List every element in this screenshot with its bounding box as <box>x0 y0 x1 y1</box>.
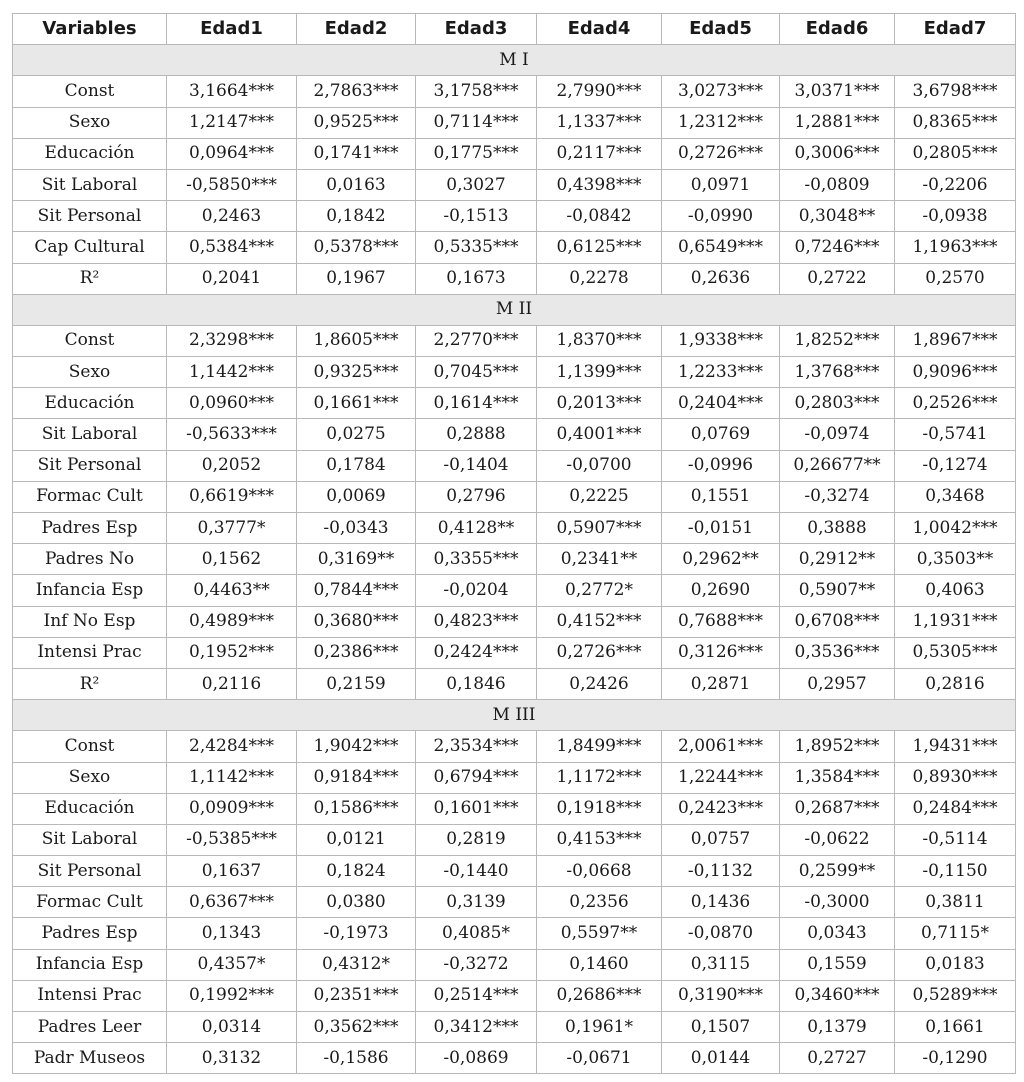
coefficient-cell: 0,3888 <box>780 513 895 544</box>
coefficient-cell: 0,3562*** <box>297 1012 416 1043</box>
coefficient-cell: 0,0964*** <box>167 138 297 169</box>
coefficient-cell: 1,2312*** <box>662 107 780 138</box>
coefficient-cell: 0,5384*** <box>167 232 297 263</box>
table-row <box>13 668 1016 699</box>
coefficient-cell: 0,1460 <box>537 949 662 980</box>
coefficient-cell: 0,4063 <box>895 575 1016 606</box>
table-row <box>13 856 1016 887</box>
coefficient-cell: 0,1967 <box>297 263 416 294</box>
coefficient-cell: -0,2206 <box>895 169 1016 200</box>
coefficient-cell: 0,26677** <box>780 450 895 481</box>
coefficient-cell: 0,2404*** <box>662 388 780 419</box>
variable-label: Sit Laboral <box>13 419 167 450</box>
coefficient-cell: 0,1775*** <box>416 138 537 169</box>
coefficient-cell: 0,4823*** <box>416 606 537 637</box>
coefficient-cell: 2,4284*** <box>167 731 297 762</box>
coefficient-cell: 0,8365*** <box>895 107 1016 138</box>
coefficient-cell: 1,9042*** <box>297 731 416 762</box>
variable-label: Sit Laboral <box>13 824 167 855</box>
coefficient-cell: 0,1507 <box>662 1012 780 1043</box>
column-header-edad5: Edad5 <box>662 14 780 45</box>
coefficient-cell: 0,2341** <box>537 544 662 575</box>
table-row <box>13 731 1016 762</box>
variable-label: Sit Personal <box>13 201 167 232</box>
coefficient-cell: 0,2526*** <box>895 388 1016 419</box>
variable-label: Inf No Esp <box>13 606 167 637</box>
coefficient-cell: 0,6619*** <box>167 481 297 512</box>
coefficient-cell: 0,7115* <box>895 918 1016 949</box>
variable-label: Formac Cult <box>13 887 167 918</box>
coefficient-cell: 0,2690 <box>662 575 780 606</box>
table-row <box>13 107 1016 138</box>
column-header-edad7: Edad7 <box>895 14 1016 45</box>
coefficient-cell: -0,0990 <box>662 201 780 232</box>
coefficient-cell: 0,1661*** <box>297 388 416 419</box>
coefficient-cell: 0,5378*** <box>297 232 416 263</box>
variable-label: Sit Personal <box>13 856 167 887</box>
coefficient-cell: 0,0757 <box>662 824 780 855</box>
coefficient-cell: 0,3355*** <box>416 544 537 575</box>
table-row <box>13 388 1016 419</box>
coefficient-cell: -0,3274 <box>780 481 895 512</box>
coefficient-cell: 0,2871 <box>662 668 780 699</box>
table-row <box>13 949 1016 980</box>
coefficient-cell: -0,3272 <box>416 949 537 980</box>
coefficient-cell: 1,2881*** <box>780 107 895 138</box>
variable-label: Padres No <box>13 544 167 575</box>
variable-label: Educación <box>13 138 167 169</box>
coefficient-cell: -0,1150 <box>895 856 1016 887</box>
coefficient-cell: 3,6798*** <box>895 76 1016 107</box>
coefficient-cell: 0,4128** <box>416 513 537 544</box>
coefficient-cell: 0,2278 <box>537 263 662 294</box>
coefficient-cell: 0,6367*** <box>167 887 297 918</box>
coefficient-cell: 0,5305*** <box>895 637 1016 668</box>
coefficient-cell: 2,3298*** <box>167 325 297 356</box>
table-row <box>13 544 1016 575</box>
coefficient-cell: 0,1379 <box>780 1012 895 1043</box>
coefficient-cell: 0,1559 <box>780 949 895 980</box>
coefficient-cell: 0,0121 <box>297 824 416 855</box>
coefficient-cell: 0,2636 <box>662 263 780 294</box>
table-row <box>13 325 1016 356</box>
coefficient-cell: 0,3190*** <box>662 980 780 1011</box>
coefficient-cell: 0,1601*** <box>416 793 537 824</box>
variable-label: Infancia Esp <box>13 949 167 980</box>
coefficient-cell: 1,1442*** <box>167 357 297 388</box>
coefficient-cell: 0,1784 <box>297 450 416 481</box>
coefficient-cell: 0,2962** <box>662 544 780 575</box>
coefficient-cell: -0,1404 <box>416 450 537 481</box>
coefficient-cell: 0,2225 <box>537 481 662 512</box>
coefficient-cell: 0,2805*** <box>895 138 1016 169</box>
coefficient-cell: -0,1132 <box>662 856 780 887</box>
coefficient-cell: 0,7844*** <box>297 575 416 606</box>
coefficient-cell: -0,5741 <box>895 419 1016 450</box>
table-row <box>13 637 1016 668</box>
coefficient-cell: 0,1846 <box>416 668 537 699</box>
table-row <box>13 201 1016 232</box>
coefficient-cell: -0,0622 <box>780 824 895 855</box>
coefficient-cell: 0,2052 <box>167 450 297 481</box>
coefficient-cell: 0,1741*** <box>297 138 416 169</box>
coefficient-cell: 3,0371*** <box>780 76 895 107</box>
section-row <box>13 700 1016 731</box>
coefficient-cell: 0,3811 <box>895 887 1016 918</box>
coefficient-cell: 0,2772* <box>537 575 662 606</box>
coefficient-cell: 0,1673 <box>416 263 537 294</box>
coefficient-cell: -0,0700 <box>537 450 662 481</box>
coefficient-cell: 1,8967*** <box>895 325 1016 356</box>
variable-label: R² <box>13 668 167 699</box>
coefficient-cell: 0,3027 <box>416 169 537 200</box>
variable-label: Intensi Prac <box>13 980 167 1011</box>
column-header-edad2: Edad2 <box>297 14 416 45</box>
coefficient-cell: 1,8252*** <box>780 325 895 356</box>
coefficient-cell: 1,3768*** <box>780 357 895 388</box>
coefficient-cell: 0,7114*** <box>416 107 537 138</box>
table-row <box>13 450 1016 481</box>
table-body <box>13 45 1016 1074</box>
coefficient-cell: 0,3126*** <box>662 637 780 668</box>
section-title: M I <box>13 45 1016 76</box>
coefficient-cell: 0,6794*** <box>416 762 537 793</box>
coefficient-cell: 0,0909*** <box>167 793 297 824</box>
coefficient-cell: 0,3503** <box>895 544 1016 575</box>
coefficient-cell: 0,0380 <box>297 887 416 918</box>
coefficient-cell: 0,4398*** <box>537 169 662 200</box>
coefficient-cell: 0,3006*** <box>780 138 895 169</box>
coefficient-cell: 0,2686*** <box>537 980 662 1011</box>
coefficient-cell: 1,1963*** <box>895 232 1016 263</box>
coefficient-cell: 0,0971 <box>662 169 780 200</box>
coefficient-cell: 0,1343 <box>167 918 297 949</box>
coefficient-cell: 1,2244*** <box>662 762 780 793</box>
variable-label: Infancia Esp <box>13 575 167 606</box>
coefficient-cell: 0,3460*** <box>780 980 895 1011</box>
coefficient-cell: 0,2599** <box>780 856 895 887</box>
variable-label: Padres Leer <box>13 1012 167 1043</box>
coefficient-cell: 0,1952*** <box>167 637 297 668</box>
coefficient-cell: 1,2233*** <box>662 357 780 388</box>
coefficient-cell: 0,2423*** <box>662 793 780 824</box>
coefficient-cell: 0,1614*** <box>416 388 537 419</box>
section-row <box>13 294 1016 325</box>
coefficient-cell: 0,4001*** <box>537 419 662 450</box>
coefficient-cell: -0,0204 <box>416 575 537 606</box>
coefficient-cell: -0,0809 <box>780 169 895 200</box>
section-title: M III <box>13 700 1016 731</box>
coefficient-cell: 0,3169** <box>297 544 416 575</box>
section-row <box>13 45 1016 76</box>
coefficient-cell: 0,6708*** <box>780 606 895 637</box>
header-row <box>13 14 1016 45</box>
coefficient-cell: 0,2816 <box>895 668 1016 699</box>
table-row <box>13 357 1016 388</box>
table-row <box>13 793 1016 824</box>
coefficient-cell: 0,4989*** <box>167 606 297 637</box>
coefficient-cell: 0,2687*** <box>780 793 895 824</box>
variable-label: Padr Museos <box>13 1043 167 1074</box>
coefficient-cell: 0,1992*** <box>167 980 297 1011</box>
coefficient-cell: -0,5850*** <box>167 169 297 200</box>
coefficient-cell: 0,2722 <box>780 263 895 294</box>
coefficient-cell: -0,1440 <box>416 856 537 887</box>
variable-label: Intensi Prac <box>13 637 167 668</box>
coefficient-cell: 0,2386*** <box>297 637 416 668</box>
table-row <box>13 232 1016 263</box>
coefficient-cell: 1,1337*** <box>537 107 662 138</box>
coefficient-cell: 0,6549*** <box>662 232 780 263</box>
coefficient-cell: 1,8605*** <box>297 325 416 356</box>
coefficient-cell: 0,0314 <box>167 1012 297 1043</box>
table-row <box>13 76 1016 107</box>
coefficient-cell: -0,3000 <box>780 887 895 918</box>
coefficient-cell: 0,0163 <box>297 169 416 200</box>
coefficient-cell: 1,9431*** <box>895 731 1016 762</box>
coefficient-cell: 0,1918*** <box>537 793 662 824</box>
table-row <box>13 513 1016 544</box>
variable-label: Educación <box>13 388 167 419</box>
coefficient-cell: 0,4312* <box>297 949 416 980</box>
variable-label: Cap Cultural <box>13 232 167 263</box>
table-row <box>13 481 1016 512</box>
coefficient-cell: 0,3139 <box>416 887 537 918</box>
variable-label: Sexo <box>13 357 167 388</box>
coefficient-cell: 0,7688*** <box>662 606 780 637</box>
coefficient-cell: 0,4153*** <box>537 824 662 855</box>
coefficient-cell: 0,2041 <box>167 263 297 294</box>
coefficient-cell: 0,1824 <box>297 856 416 887</box>
coefficient-cell: 0,2356 <box>537 887 662 918</box>
coefficient-cell: -0,1586 <box>297 1043 416 1074</box>
variable-label: Padres Esp <box>13 513 167 544</box>
variable-label: Const <box>13 325 167 356</box>
coefficient-cell: 0,1562 <box>167 544 297 575</box>
coefficient-cell: 1,9338*** <box>662 325 780 356</box>
coefficient-cell: 1,8952*** <box>780 731 895 762</box>
coefficient-cell: -0,1274 <box>895 450 1016 481</box>
coefficient-cell: 0,0144 <box>662 1043 780 1074</box>
coefficient-cell: 0,1436 <box>662 887 780 918</box>
coefficient-cell: 0,5597** <box>537 918 662 949</box>
coefficient-cell: 0,3048** <box>780 201 895 232</box>
coefficient-cell: 0,4152*** <box>537 606 662 637</box>
table-row <box>13 419 1016 450</box>
coefficient-cell: 0,5289*** <box>895 980 1016 1011</box>
variable-label: Padres Esp <box>13 918 167 949</box>
coefficient-cell: 0,2351*** <box>297 980 416 1011</box>
coefficient-cell: -0,0671 <box>537 1043 662 1074</box>
column-header-variables: Variables <box>13 14 167 45</box>
table-row <box>13 138 1016 169</box>
coefficient-cell: 0,0069 <box>297 481 416 512</box>
coefficient-cell: 0,2888 <box>416 419 537 450</box>
coefficient-cell: 0,2819 <box>416 824 537 855</box>
column-header-edad1: Edad1 <box>167 14 297 45</box>
column-header-edad3: Edad3 <box>416 14 537 45</box>
coefficient-cell: 0,2484*** <box>895 793 1016 824</box>
coefficient-cell: 0,2116 <box>167 668 297 699</box>
coefficient-cell: -0,1290 <box>895 1043 1016 1074</box>
coefficient-cell: 0,8930*** <box>895 762 1016 793</box>
coefficient-cell: 1,0042*** <box>895 513 1016 544</box>
coefficient-cell: 1,1142*** <box>167 762 297 793</box>
coefficient-cell: 0,2726*** <box>662 138 780 169</box>
variable-label: Formac Cult <box>13 481 167 512</box>
coefficient-cell: 0,9525*** <box>297 107 416 138</box>
coefficient-cell: 0,2803*** <box>780 388 895 419</box>
coefficient-cell: 0,1661 <box>895 1012 1016 1043</box>
coefficient-cell: 0,2796 <box>416 481 537 512</box>
column-header-edad4: Edad4 <box>537 14 662 45</box>
table-row <box>13 762 1016 793</box>
coefficient-cell: 0,2727 <box>780 1043 895 1074</box>
variable-label: Sexo <box>13 762 167 793</box>
coefficient-cell: 3,0273*** <box>662 76 780 107</box>
coefficient-cell: 0,3536*** <box>780 637 895 668</box>
coefficient-cell: 0,3777* <box>167 513 297 544</box>
coefficient-cell: 0,3680*** <box>297 606 416 637</box>
coefficient-cell: 0,2463 <box>167 201 297 232</box>
table-row <box>13 606 1016 637</box>
coefficient-cell: 2,0061*** <box>662 731 780 762</box>
variable-label: Const <box>13 731 167 762</box>
coefficient-cell: 1,1399*** <box>537 357 662 388</box>
coefficient-cell: 1,2147*** <box>167 107 297 138</box>
coefficient-cell: 1,8499*** <box>537 731 662 762</box>
coefficient-cell: 0,0183 <box>895 949 1016 980</box>
coefficient-cell: -0,0870 <box>662 918 780 949</box>
regression-table <box>12 13 1016 1074</box>
coefficient-cell: 0,7246*** <box>780 232 895 263</box>
coefficient-cell: 0,2514*** <box>416 980 537 1011</box>
coefficient-cell: 1,3584*** <box>780 762 895 793</box>
column-header-edad6: Edad6 <box>780 14 895 45</box>
coefficient-cell: 0,2570 <box>895 263 1016 294</box>
coefficient-cell: 0,9184*** <box>297 762 416 793</box>
coefficient-cell: 0,9096*** <box>895 357 1016 388</box>
coefficient-cell: 0,1842 <box>297 201 416 232</box>
coefficient-cell: 3,1758*** <box>416 76 537 107</box>
coefficient-cell: 0,2726*** <box>537 637 662 668</box>
coefficient-cell: 0,2424*** <box>416 637 537 668</box>
coefficient-cell: -0,1973 <box>297 918 416 949</box>
coefficient-cell: 0,7045*** <box>416 357 537 388</box>
coefficient-cell: 0,4357* <box>167 949 297 980</box>
coefficient-cell: -0,5114 <box>895 824 1016 855</box>
coefficient-cell: 0,0960*** <box>167 388 297 419</box>
coefficient-cell: 0,3132 <box>167 1043 297 1074</box>
coefficient-cell: 0,6125*** <box>537 232 662 263</box>
coefficient-cell: -0,0668 <box>537 856 662 887</box>
coefficient-cell: 0,2159 <box>297 668 416 699</box>
coefficient-cell: -0,1513 <box>416 201 537 232</box>
coefficient-cell: 0,1961* <box>537 1012 662 1043</box>
coefficient-cell: 0,3115 <box>662 949 780 980</box>
table-row <box>13 980 1016 1011</box>
coefficient-cell: 0,2426 <box>537 668 662 699</box>
coefficient-cell: -0,5385*** <box>167 824 297 855</box>
coefficient-cell: 3,1664*** <box>167 76 297 107</box>
variable-label: Sit Laboral <box>13 169 167 200</box>
section-title: M II <box>13 294 1016 325</box>
coefficient-cell: -0,5633*** <box>167 419 297 450</box>
coefficient-cell: 0,1551 <box>662 481 780 512</box>
coefficient-cell: 0,2912** <box>780 544 895 575</box>
table-row <box>13 169 1016 200</box>
coefficient-cell: -0,0842 <box>537 201 662 232</box>
table-row <box>13 263 1016 294</box>
coefficient-cell: -0,0974 <box>780 419 895 450</box>
coefficient-cell: -0,0869 <box>416 1043 537 1074</box>
table-header <box>13 14 1016 45</box>
coefficient-cell: 0,3412*** <box>416 1012 537 1043</box>
coefficient-cell: 1,1172*** <box>537 762 662 793</box>
coefficient-cell: 0,9325*** <box>297 357 416 388</box>
table-row <box>13 918 1016 949</box>
table-row <box>13 575 1016 606</box>
table-row <box>13 1043 1016 1074</box>
coefficient-cell: 0,2957 <box>780 668 895 699</box>
table-row <box>13 1012 1016 1043</box>
coefficient-cell: 0,1586*** <box>297 793 416 824</box>
coefficient-cell: 0,5335*** <box>416 232 537 263</box>
coefficient-cell: -0,0938 <box>895 201 1016 232</box>
variable-label: Educación <box>13 793 167 824</box>
coefficient-cell: 0,1637 <box>167 856 297 887</box>
coefficient-cell: 2,7863*** <box>297 76 416 107</box>
coefficient-cell: 0,0275 <box>297 419 416 450</box>
variable-label: Const <box>13 76 167 107</box>
coefficient-cell: 0,5907** <box>780 575 895 606</box>
coefficient-cell: 2,2770*** <box>416 325 537 356</box>
coefficient-cell: -0,0996 <box>662 450 780 481</box>
coefficient-cell: 0,4463** <box>167 575 297 606</box>
coefficient-cell: 0,4085* <box>416 918 537 949</box>
coefficient-cell: 2,7990*** <box>537 76 662 107</box>
coefficient-cell: 0,0769 <box>662 419 780 450</box>
table-row <box>13 824 1016 855</box>
coefficient-cell: -0,0343 <box>297 513 416 544</box>
coefficient-cell: 2,3534*** <box>416 731 537 762</box>
coefficient-cell: 0,3468 <box>895 481 1016 512</box>
coefficient-cell: 0,2013*** <box>537 388 662 419</box>
coefficient-cell: 1,8370*** <box>537 325 662 356</box>
variable-label: Sexo <box>13 107 167 138</box>
coefficient-cell: 0,2117*** <box>537 138 662 169</box>
variable-label: Sit Personal <box>13 450 167 481</box>
variable-label: R² <box>13 263 167 294</box>
coefficient-cell: 0,0343 <box>780 918 895 949</box>
coefficient-cell: 0,5907*** <box>537 513 662 544</box>
coefficient-cell: 1,1931*** <box>895 606 1016 637</box>
coefficient-cell: -0,0151 <box>662 513 780 544</box>
table-row <box>13 887 1016 918</box>
